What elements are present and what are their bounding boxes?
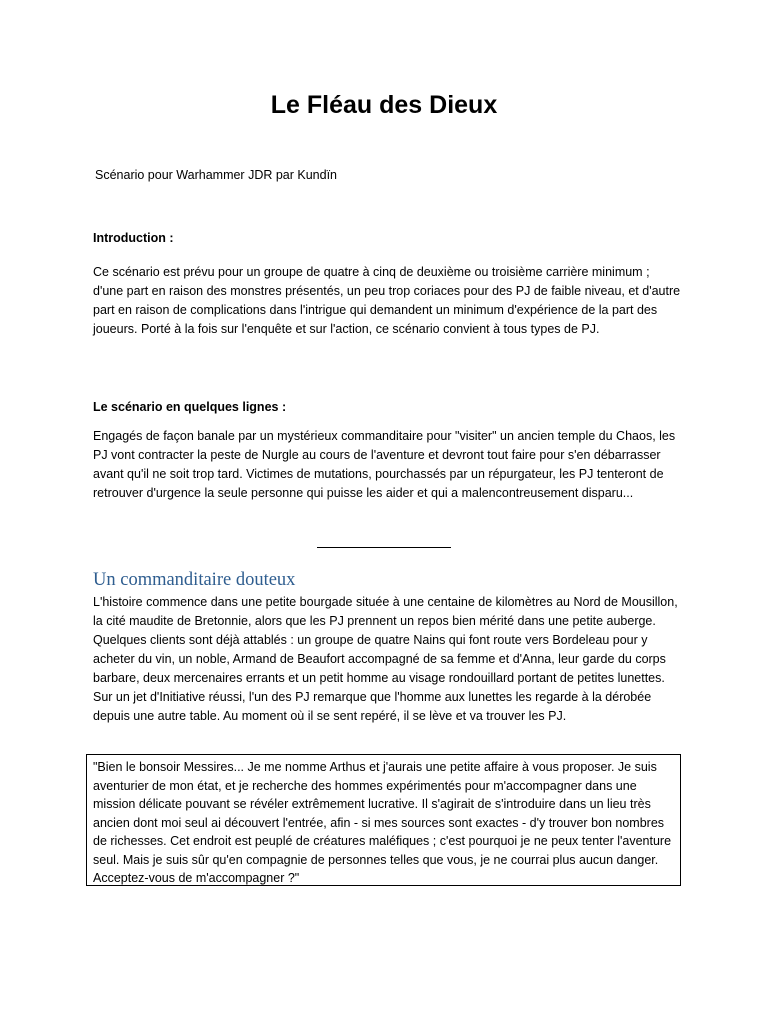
intro-paragraph: Ce scénario est prévu pour un groupe de quatre à cinq de deuxième ou troisième carrière minimum ; d'une part en raison des monstres présentés, un peu trop coriaces pour des PJ de faible niveau, et d'autre part en raison de complications dans l'intrigue qui demandent un minimum d'expérience de la part des joueurs. Porté à la fois sur l'enquête et sur l'action, ce scénario convient à tous types de PJ.	[93, 265, 681, 336]
document-title: Le Fléau des Dieux	[270, 91, 498, 119]
quote-box	[86, 754, 681, 886]
summary-paragraph: Engagés de façon banale par un mystérieux commanditaire pour "visiter" un ancien temple du Chaos, les PJ vont contracter la peste de Nurgle au cours de l'aventure et devront tout faire pour s'en débarrasser avant qu'il ne soit trop tard. Victimes de mutations, pourchassés par un répurgateur, les PJ tenteront de retrouver d'urgence la seule personne qui puisse les aider et qui a malencontreusement disparu...	[93, 429, 676, 500]
section-title: Un commanditaire douteux	[93, 570, 296, 590]
summary-heading: Le scénario en quelques lignes :	[93, 400, 287, 414]
intro-heading: Introduction :	[93, 231, 174, 245]
section-paragraph: L'histoire commence dans une petite bourgade située à une centaine de kilomètres au Nord de Mousillon, la cité maudite de Bretonnie, alors que les PJ prennent un repos bien mérité dans une petite auberge. Quelques clients sont déjà attablés : un groupe de quatre Nains qui font route vers Bordeleau pour y acheter du vin, un noble, Armand de Beaufort accompagné de sa femme et d'Anna, leur garde du corps barbare, deux mercenaires errants et un petit homme au visage rondouillard portant de petites lunettes. Sur un jet d'Initiative réussi, l'un des PJ remarque que l'homme aux lunettes les regarde à la dérobée depuis une autre table. Au moment où il se sent repéré, il se lève et va trouver les PJ.	[93, 595, 678, 723]
section-divider	[317, 547, 451, 548]
document-subtitle: Scénario pour Warhammer JDR par Kundïn	[95, 168, 337, 182]
quote-text: "Bien le bonsoir Messires... Je me nomme Arthus et j'aurais une petite affaire à vous proposer. Je suis aventurier de mon état, et je recherche des hommes expérimentés pour m'accompagner dans une mission délicate pouvant se révéler extrêmement lucrative. Il s'agirait de s'introduire dans un lieu très ancien dont moi seul ai découvert l'entrée, afin - si mes sources sont exactes - d'y trouver bon nombres de richesses. Cet endroit est peuplé de créatures maléfiques ; c'est pourquoi je ne peux tenter l'aventure seul. Mais je suis sûr qu'en compagnie de personnes telles que vous, je ne courrai plus aucun danger. Acceptez-vous de m'accompagner ?"	[93, 760, 672, 885]
